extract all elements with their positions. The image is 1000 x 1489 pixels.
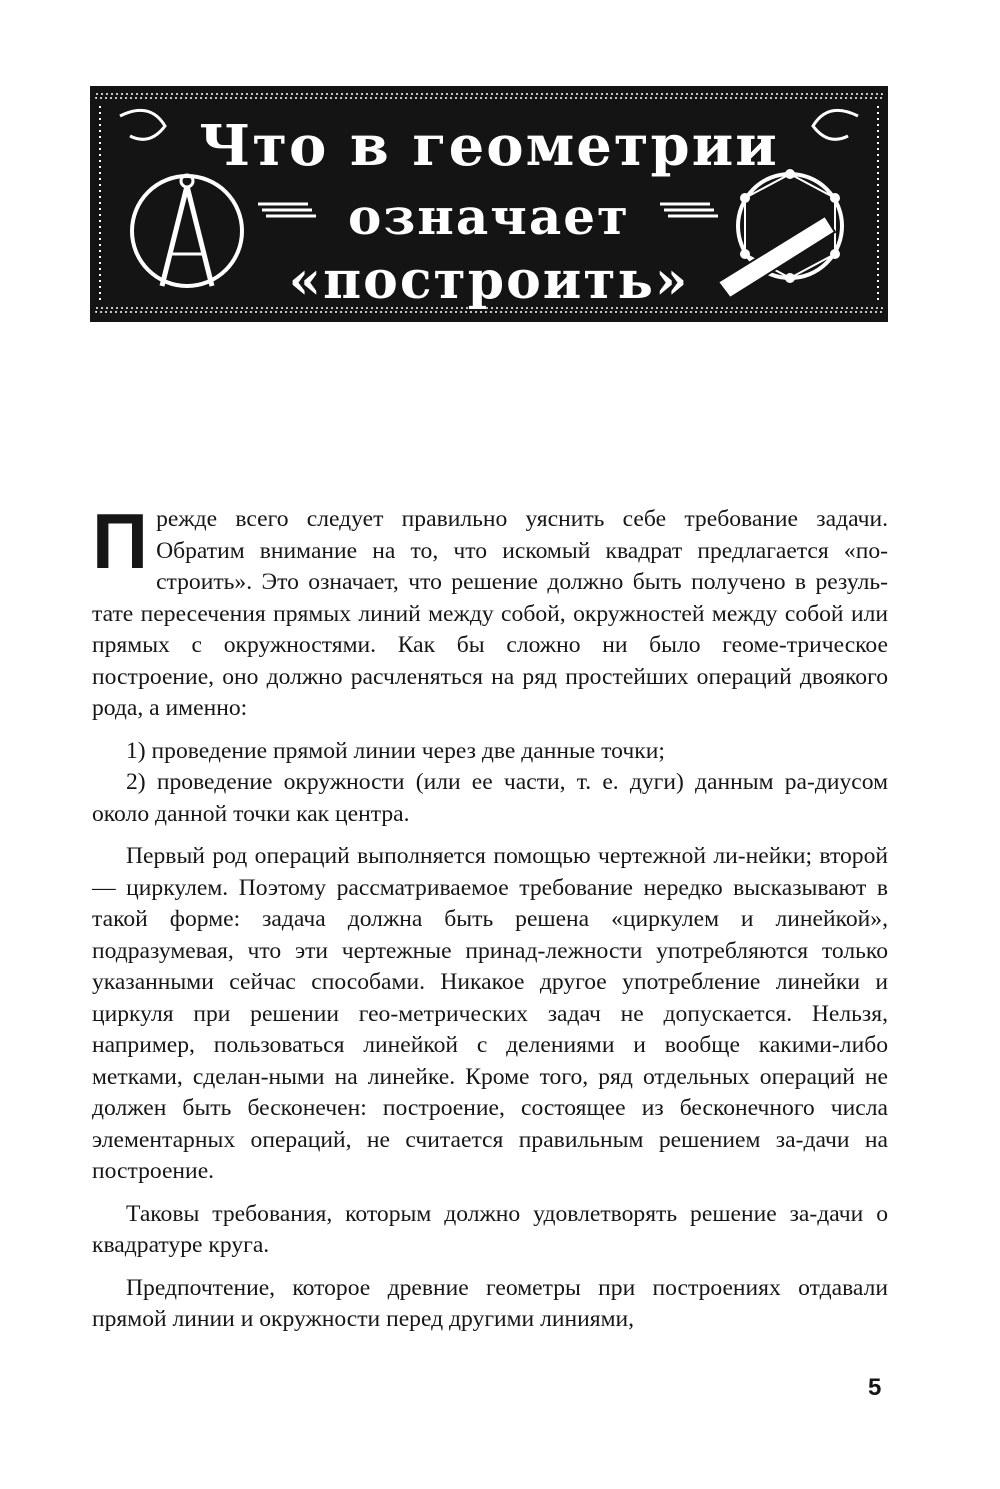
paragraph-2: Первый род операций выполняется помощью чертежной ли-нейки; второй — циркулем. Поэтому рассматриваемое требование нередко высказывают в такой форме: задача должна быть решена «циркулем и линейкой», подразумевая, что эти чертежные принад-лежности употребляются только указанными сейчас способами. Никакое другое употребление линейки и циркуля при решении гео-метрических задач не допускается. Нельзя, например, пользоваться линейкой с делениями и вообще какими-либо метками, сделан-ными на линейке. Кроме того, ряд отдельных операций не должен быть бесконечен: построение, состоящее из бесконечного числа элементарных операций, не считается правильным решением за-дачи на построение. [92, 843, 888, 1184]
paragraph-1-text: режде всего следует правильно уяснить себе требование задачи. Обратим внимание на то, что искомый квадрат предлагается «по-строить». Это означает, что решение должно быть получено в резуль-тате пересечения прямых линий между собой, окружностей между собой или прямых с окружностями. Как бы сложно ни было геоме-трическое построение, оно должно расчленяться на ряд простейших операций двоякого рода, а именно: [92, 506, 888, 721]
banner-title-line-3: «построить» [288, 250, 690, 311]
list-item-2: 2) проведение окружности (или ее части, т. е. дуги) данным ра-диусом около данной точки как центра. [92, 769, 888, 827]
banner-title-line-2: означает [347, 187, 631, 246]
drop-cap: П [92, 497, 149, 585]
list-item-1: 1) проведение прямой линии через две данные точки; [126, 737, 665, 764]
banner-title-line-1: Что в геометрии [199, 113, 779, 179]
paragraph-4: Предпочтение, которое древние геометры при построениях отдавали прямой линии и окружности перед другими линиями, [92, 1274, 888, 1332]
body-text [92, 497, 888, 1347]
page-number: 5 [868, 1374, 882, 1401]
paragraph-1 [92, 497, 888, 725]
chapter-title-banner [90, 86, 888, 322]
paragraph-3: Таковы требования, которым должно удовлетворять решение за-дачи о квадратуре круга. [92, 1200, 888, 1258]
